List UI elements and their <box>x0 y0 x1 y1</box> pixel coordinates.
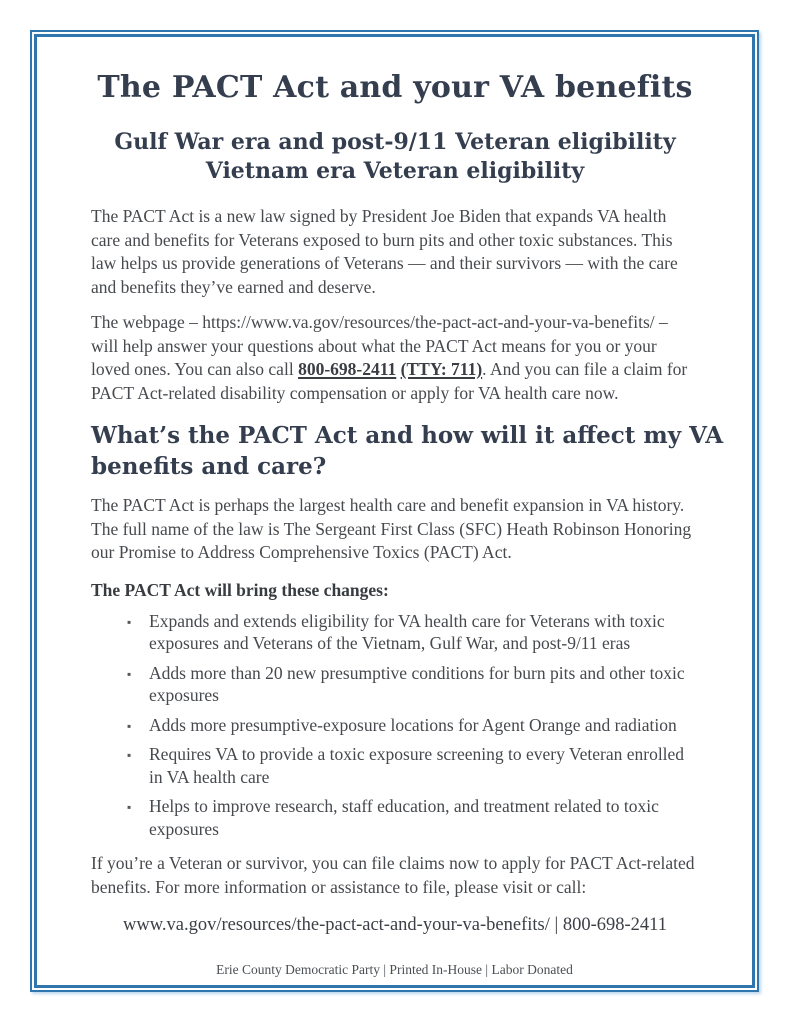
list-item <box>127 610 699 655</box>
intro-paragraph-2-text: The webpage – https://www.va.gov/resources/the-pact-act-and-your-va-benefits/ – will help answer your questions about what the PACT Act means for you or your loved ones. You can also call <box>91 312 668 379</box>
intro-paragraph-2 <box>91 311 699 405</box>
tty-number: (TTY: 711) <box>400 359 483 379</box>
bullet-square-icon: ▪ <box>127 748 132 762</box>
closing-paragraph: If you’re a Veteran or survivor, you can file claims now to apply for PACT Act-related benefits. For more information or assistance to file, please visit or call: <box>91 853 695 897</box>
list-item-text: Helps to improve research, staff education, and treatment related to toxic exposures <box>149 796 659 839</box>
list-item-text: Expands and extends eligibility for VA health care for Veterans with toxic exposures and Veterans of the Vietnam, Gulf War, and post-9/11 eras <box>149 610 665 653</box>
phone-emphasis <box>298 359 482 379</box>
bullet-square-icon: ▪ <box>127 614 132 629</box>
list-item <box>127 714 699 737</box>
section-heading-line-1: What’s the PACT Act and how will it affect my VA <box>91 422 724 449</box>
list-item-text: Adds more than 20 new presumptive conditions for burn pits and other toxic exposures <box>149 662 685 705</box>
section-paragraph: The PACT Act is perhaps the largest health care and benefit expansion in VA history. The full name of the law is The Sergeant First Class (SFC) Heath Robinson Honoring our Promise to Address Comprehensive Toxics (PACT) Act. <box>91 495 692 562</box>
intro-paragraph-1: The PACT Act is a new law signed by President Joe Biden that expands VA health care and benefits for Veterans exposed to burn pits and other toxic substances. This law helps us provide generations of Veterans — and their survivors — with the care and benefits they’ve earned and deserve. <box>91 206 678 297</box>
list-item <box>127 795 699 840</box>
subtitle-line-1: Gulf War era and post-9/11 Veteran eligibility <box>114 129 676 155</box>
document-border-inner <box>34 34 755 988</box>
bullet-square-icon: ▪ <box>127 666 132 681</box>
list-item <box>127 662 699 707</box>
list-item-text: Adds more presumptive-exposure locations for Agent Orange and radiation <box>149 714 677 735</box>
bullet-square-icon: ▪ <box>127 718 132 733</box>
page-title: The PACT Act and your VA benefits <box>97 70 693 105</box>
section-heading-line-2: benefits and care? <box>91 453 327 480</box>
changes-list <box>91 610 699 841</box>
phone-number: 800-698-2411 <box>298 359 397 379</box>
list-item-text: Requires VA to provide a toxic exposure screening to every Veteran enrolled in VA health care <box>149 744 685 787</box>
subtitle-line-2: Vietnam era Veteran eligibility <box>205 158 585 184</box>
contact-line: www.va.gov/resources/the-pact-act-and-your-va-benefits/ | 800-698-2411 <box>123 915 667 935</box>
section-heading <box>91 420 724 482</box>
document-content <box>40 40 749 982</box>
page-subtitle <box>91 128 699 186</box>
footer-text: Erie County Democratic Party | Printed In-House | Labor Donated <box>216 962 573 977</box>
intro-paragraph-2-tail: . And you can file a claim for PACT Act-related disability compensation or apply for VA health care now. <box>91 359 688 403</box>
list-item <box>127 743 699 788</box>
document-border-outer <box>30 30 759 992</box>
bullet-square-icon: ▪ <box>127 800 132 814</box>
changes-lead: The PACT Act will bring these changes: <box>91 579 389 600</box>
